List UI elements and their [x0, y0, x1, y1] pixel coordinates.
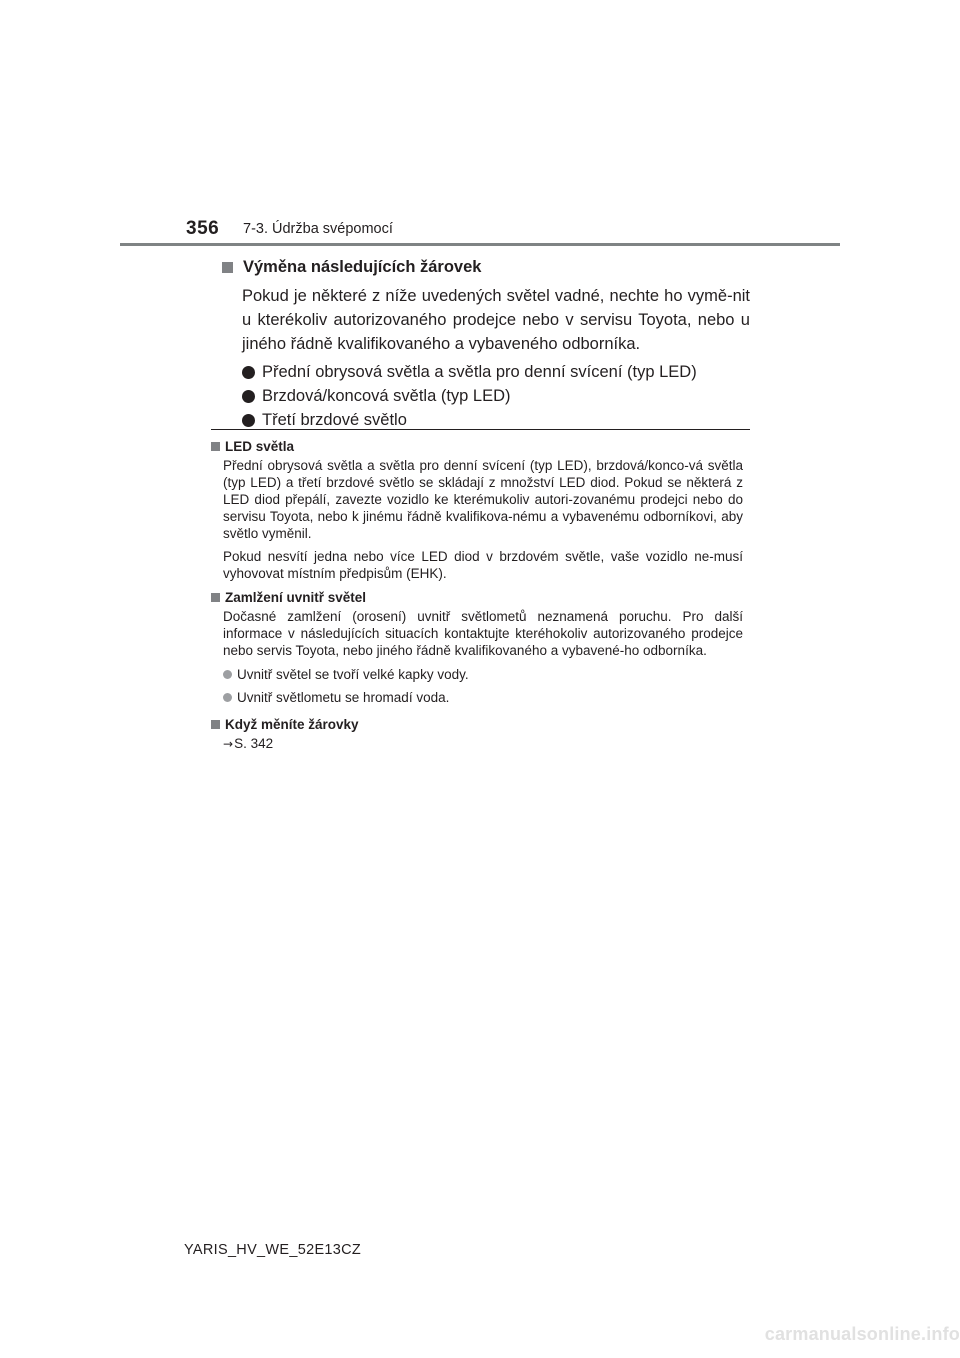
list-item-text: Uvnitř světel se tvoří velké kapky vody.	[237, 667, 469, 682]
section-title: 7-3. Údržba svépomocí	[243, 221, 393, 237]
square-bullet-icon	[211, 720, 220, 729]
note-led	[211, 437, 743, 582]
note-bullet-list	[223, 663, 743, 709]
note-heading-text: Zamlžení uvnitř světel	[225, 590, 367, 605]
page-reference	[223, 735, 743, 753]
list-item-text: Přední obrysová světla a světla pro denní svícení (typ LED)	[262, 362, 697, 381]
note-heading-text: Když měníte žárovky	[225, 717, 359, 732]
header-divider	[120, 243, 840, 246]
note-paragraph: Dočasné zamlžení (orosení) uvnitř světlometů neznamená poruchu. Pro další informace v následujících situacích kontaktujte kteréhokoliv autorizovaného prodejce nebo servis Toyota, nebo jiného řádně kvalifikovaného a vybavené-ho odborníka.	[223, 609, 743, 658]
square-bullet-icon	[222, 262, 233, 273]
bullet-dot-icon	[223, 693, 232, 702]
arrow-right-icon: →	[223, 737, 234, 751]
list-item-text: Brzdová/koncová světla (typ LED)	[262, 386, 511, 405]
note-paragraph: Přední obrysová světla a světla pro denní svícení (typ LED), brzdová/konco-vá světla (typ LED) a třetí brzdové světlo se skládají z množství LED diod. Pokud se některá z LED diod přepálí, zavezte vozidlo ke kterémukoliv autori-zovanému prodejci nebo do servisu Toyota, nebo k jinému řádně kvalifikova-nému a vybavenému odborníkovi, aby světlo vyměnil.	[223, 458, 743, 541]
page-header	[0, 0, 960, 250]
notes-divider	[211, 429, 750, 430]
page-number: 356	[186, 218, 220, 239]
square-bullet-icon	[211, 593, 220, 602]
bullet-dot-icon	[242, 366, 255, 379]
list-item	[223, 686, 743, 709]
list-item	[242, 384, 750, 408]
square-bullet-icon	[211, 442, 220, 451]
page-reference-text: S. 342	[234, 736, 274, 751]
notes-section	[211, 437, 743, 753]
main-heading	[222, 254, 750, 280]
bullet-dot-icon	[242, 390, 255, 403]
note-heading	[211, 588, 743, 607]
note-fogging	[211, 588, 743, 709]
main-bullet-list	[242, 360, 750, 432]
note-paragraph: Pokud nesvítí jedna nebo více LED diod v brzdovém světle, vaše vozidlo ne-musí vyhovovat místním předpisům (EHK).	[223, 549, 743, 581]
main-heading-text: Výměna následujících žárovek	[243, 257, 482, 276]
note-heading-text: LED světla	[225, 439, 295, 454]
list-item	[223, 663, 743, 686]
main-paragraph: Pokud je některé z níže uvedených světel vadné, nechte ho vymě-nit u kterékoliv autorizovaného prodejce nebo v servisu Toyota, nebo u jiného řádně kvalifikovaného a vybaveného odborníka.	[242, 287, 750, 353]
document-code: YARIS_HV_WE_52E13CZ	[184, 1242, 362, 1258]
bullet-dot-icon	[223, 670, 232, 679]
note-heading	[211, 715, 743, 734]
watermark: carmanualsonline.info	[764, 1324, 960, 1344]
list-item-text: Třetí brzdové světlo	[262, 410, 407, 429]
main-section	[222, 254, 750, 432]
note-bulbs	[211, 715, 743, 753]
list-item-text: Uvnitř světlometu se hromadí voda.	[237, 690, 450, 705]
bullet-dot-icon	[242, 414, 255, 427]
note-heading	[211, 437, 743, 456]
list-item	[242, 360, 750, 384]
